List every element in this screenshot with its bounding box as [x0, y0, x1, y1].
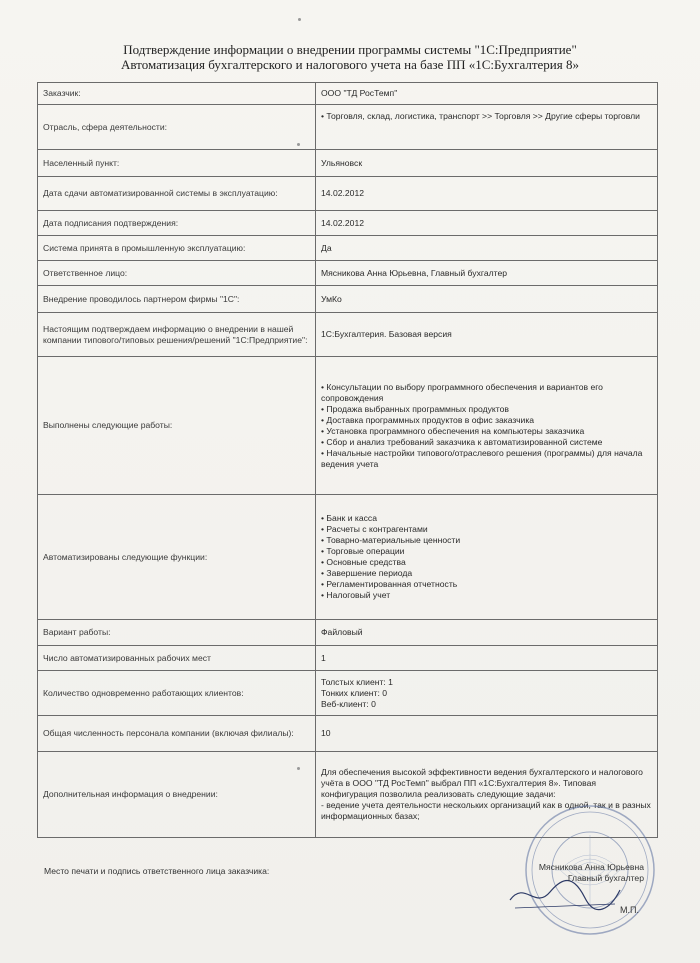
row-works: [38, 357, 658, 495]
works-item: • Сбор и анализ требований заказчика к автоматизированной системе: [321, 436, 603, 447]
value-industry: • Торговля, склад, логистика, транспорт >> Торговля >> Другие сферы торговли: [316, 105, 658, 150]
works-item: • Доставка программных продуктов в офис заказчика: [321, 414, 535, 425]
clients-item: Толстых клиент: 1: [321, 676, 393, 687]
value-functions: [316, 495, 658, 620]
footer-signatory: [539, 862, 644, 884]
value-accepted: Да: [316, 236, 658, 261]
works-item: • Продажа выбранных программных продуктов: [321, 403, 509, 414]
row-partner: [38, 286, 658, 313]
label-accepted: Система принята в промышленную эксплуатацию:: [38, 236, 316, 261]
label-industry: Отрасль, сфера деятельности:: [38, 105, 316, 150]
clients-item: Веб-клиент: 0: [321, 698, 376, 709]
row-solutions: [38, 313, 658, 357]
functions-item: • Торговые операции: [321, 546, 405, 556]
value-partner: УмКо: [316, 286, 658, 313]
label-staff: Общая численность персонала компании (включая филиалы):: [38, 716, 316, 752]
label-works: Выполнены следующие работы:: [38, 357, 316, 495]
label-signing-date: Дата подписания подтверждения:: [38, 211, 316, 236]
works-item: • Начальные настройки типового/отраслевого решения (программы) для начала ведения учета: [321, 447, 643, 469]
value-works: [316, 357, 658, 495]
value-delivery-date: 14.02.2012: [316, 177, 658, 211]
value-staff: 10: [316, 716, 658, 752]
label-customer: Заказчик:: [38, 83, 316, 105]
row-mode: [38, 620, 658, 646]
row-signing-date: [38, 211, 658, 236]
functions-item: • Регламентированная отчетность: [321, 579, 458, 589]
row-delivery-date: [38, 177, 658, 211]
functions-item: • Основные средства: [321, 557, 406, 567]
stamp-place-label: М.П.: [620, 905, 639, 915]
label-clients: Количество одновременно работающих клиентов:: [38, 671, 316, 716]
functions-item: • Завершение периода: [321, 568, 413, 578]
label-mode: Вариант работы:: [38, 620, 316, 646]
signatory-name: Мясникова Анна Юрьевна: [538, 862, 644, 872]
value-signing-date: 14.02.2012: [316, 211, 658, 236]
label-functions: Автоматизированы следующие функции:: [38, 495, 316, 620]
scan-speck: [297, 143, 300, 146]
confirmation-table: [37, 82, 658, 838]
label-workplaces: Число автоматизированных рабочих мест: [38, 646, 316, 671]
scan-speck: [297, 767, 300, 770]
title-line-2: Автоматизация бухгалтерского и налогового учета на базе ПП «1С:Бухгалтерия 8»: [120, 57, 579, 72]
title-line-1: Подтверждение информации о внедрении программы системы "1С:Предприятие": [123, 42, 577, 57]
value-mode: Файловый: [316, 620, 658, 646]
label-partner: Внедрение проводилось партнером фирмы "1С":: [38, 286, 316, 313]
works-item: • Установка программного обеспечения на компьютеры заказчика: [321, 425, 585, 436]
label-delivery-date: Дата сдачи автоматизированной системы в эксплуатацию:: [38, 177, 316, 211]
works-item: • Консультации по выбору программного обеспечения и вариантов его сопровождения: [321, 381, 603, 403]
label-solutions: Настоящим подтверждаем информацию о внедрении в нашей компании типового/типовых решения/решений "1С:Предприятие":: [38, 313, 316, 357]
row-staff: [38, 716, 658, 752]
value-workplaces: 1: [316, 646, 658, 671]
value-clients: [316, 671, 658, 716]
functions-item: • Расчеты с контрагентами: [321, 524, 428, 534]
row-functions: [38, 495, 658, 620]
document-title: [0, 42, 700, 72]
value-solutions: 1С:Бухгалтерия. Базовая версия: [316, 313, 658, 357]
row-customer: [38, 83, 658, 105]
additional-text-2: - ведение учета деятельности нескольких организаций как в одной, так и в разных информационных базах;: [321, 800, 651, 821]
label-additional: Дополнительная информация о внедрении:: [38, 752, 316, 838]
row-industry: [38, 105, 658, 150]
additional-text: Для обеспечения высокой эффективности ведения бухгалтерского и налогового учёта в ООО "ТД РосТемп" выбрал ПП «1С:Бухгалтерия 8». Типовая конфигурация позволила реализовать следующие задачи:: [321, 767, 643, 799]
label-city: Населенный пункт:: [38, 150, 316, 177]
signatory-title: Главный бухгалтер: [567, 873, 644, 883]
clients-item: Тонких клиент: 0: [321, 687, 388, 698]
label-responsible: Ответственное лицо:: [38, 261, 316, 286]
value-customer: ООО "ТД РосТемп": [316, 83, 658, 105]
row-city: [38, 150, 658, 177]
functions-item: • Налоговый учет: [321, 590, 391, 600]
footer-stamp-label: Место печати и подпись ответственного лица заказчика:: [44, 866, 270, 876]
value-responsible: Мясникова Анна Юрьевна, Главный бухгалтер: [316, 261, 658, 286]
row-accepted: [38, 236, 658, 261]
row-workplaces: [38, 646, 658, 671]
row-responsible: [38, 261, 658, 286]
row-clients: [38, 671, 658, 716]
value-city: Ульяновск: [316, 150, 658, 177]
functions-item: • Товарно-материальные ценности: [321, 535, 461, 545]
scan-speck: [298, 18, 301, 21]
functions-item: • Банк и касса: [321, 513, 377, 523]
